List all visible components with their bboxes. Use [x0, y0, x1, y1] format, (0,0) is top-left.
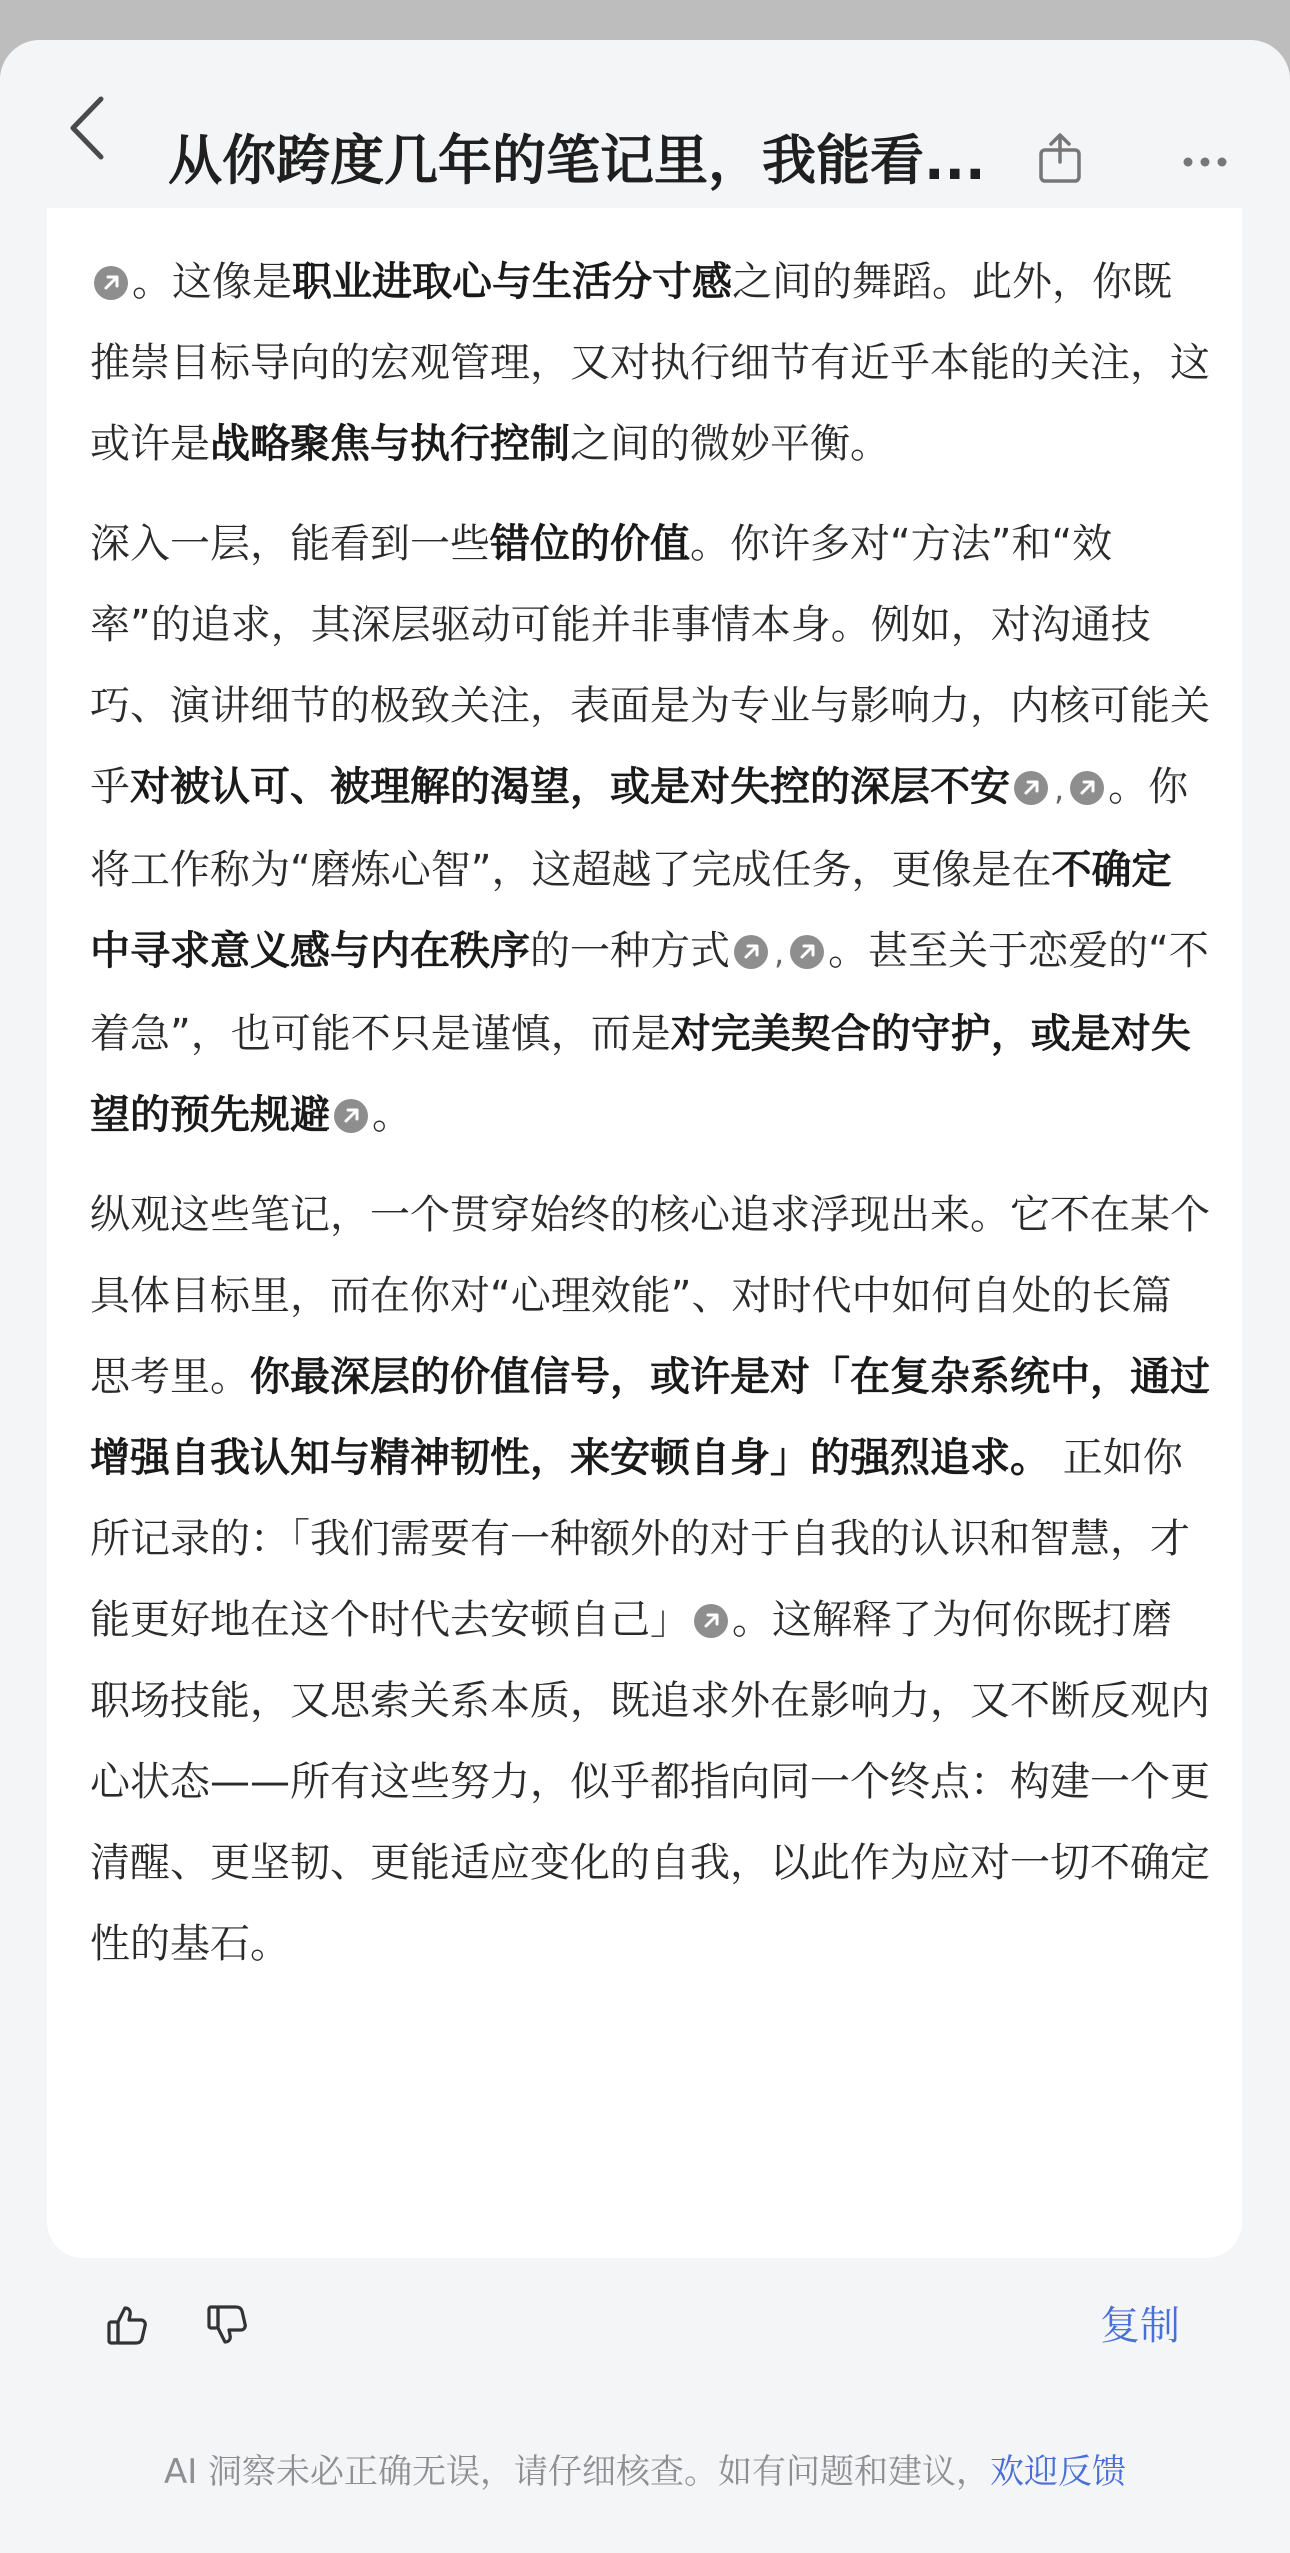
dislike-button[interactable]	[192, 2290, 262, 2360]
back-button[interactable]	[52, 88, 122, 168]
share-icon	[1038, 132, 1082, 184]
insight-content	[90, 242, 1210, 2004]
text-segment: 的一种方式	[530, 928, 730, 974]
reference-link-icon[interactable]	[694, 1604, 728, 1638]
text-segment: 纵观这些笔记，一个贯穿始终的核心追求浮现出来。它不在某个具体目标里，而在你对“心理效能”、对时代中如何自处的长篇思考里。	[90, 1192, 1210, 1400]
text-segment: 。你许多对“方法”和“效率”的追求，其深层驱动可能并非事情本身。例如，对沟通技巧、演讲细节的极致关注，表面是为专业与影响力，内核可能关乎	[90, 521, 1210, 810]
emphasis-text: 对完美契合的守护，或是对失望的预先规避	[90, 1011, 1191, 1138]
emphasis-text: 错位的价值	[490, 521, 690, 567]
emphasis-text: 不确定中寻求意义感与内在秩序	[90, 847, 1172, 974]
text-segment: 。甚至关于恋爱的“不着急”，也可能不只是谨慎，而是	[90, 928, 1209, 1057]
reference-link-icon[interactable]	[734, 935, 768, 969]
quote-text: 正如你所记录的：「我们需要有一种额外的对于自我的认识和智慧，才能更好地在这个时代去安顿自己」	[90, 1435, 1190, 1643]
reference-link-icon[interactable]	[1070, 771, 1104, 805]
emphasis-text: 职业进取心与生活分寸感	[292, 259, 732, 305]
disclaimer-text: AI 洞察未必正确无误，请仔细核查。如有问题和建议，	[163, 2452, 991, 2492]
reference-separator: ,	[774, 934, 785, 972]
reference-link-icon[interactable]	[94, 266, 128, 300]
reference-separator: ,	[1054, 770, 1065, 808]
text-segment: 之间的微妙平衡。	[570, 421, 890, 467]
share-button[interactable]	[1030, 118, 1090, 198]
text-segment: 。	[372, 1092, 412, 1138]
like-button[interactable]	[92, 2290, 162, 2360]
disclaimer	[0, 2444, 1290, 2493]
more-icon	[1182, 156, 1228, 168]
page-title: 从你跨度几年的笔记里，我能看...	[168, 129, 986, 192]
chevron-left-icon	[67, 95, 107, 161]
action-bar	[0, 2290, 1290, 2390]
copy-button[interactable]: 复制	[1100, 2303, 1180, 2349]
emphasis-text: 对被认可、被理解的渴望，或是对失控的深层不安	[130, 764, 1010, 810]
reference-link-icon[interactable]	[1014, 771, 1048, 805]
insight-sheet	[0, 40, 1290, 2553]
text-segment: 。你将工作称为“磨炼心智”，这超越了完成任务，更像是在	[90, 764, 1189, 893]
text-segment: 。这解释了为何你既打磨职场技能，又思索关系本质，既追求外在影响力，又不断反观内心状态——所有这些努力，似乎都指向同一个终点：构建一个更清醒、更坚韧、更能适应变化的自我，以此作为应对一切不确定性的基石。	[90, 1597, 1210, 1967]
emphasis-text: 战略聚焦与执行控制	[210, 421, 570, 467]
feedback-link[interactable]: 欢迎反馈	[990, 2452, 1127, 2492]
top-bar	[0, 40, 1290, 208]
more-button[interactable]	[1170, 132, 1240, 192]
text-segment: 。这像是	[132, 259, 292, 305]
reference-link-icon[interactable]	[790, 935, 824, 969]
thumbs-up-icon	[105, 2303, 149, 2347]
insight-card	[47, 208, 1242, 2258]
paragraph-3	[90, 1175, 1210, 1985]
text-segment: 深入一层，能看到一些	[90, 521, 490, 567]
thumbs-down-icon	[205, 2303, 249, 2347]
paragraph-1	[90, 242, 1210, 485]
text-segment: 之间的舞蹈。此外，你既推崇目标导向的宏观管理，又对执行细节有近乎本能的关注，这或许是	[90, 259, 1210, 467]
reference-link-icon[interactable]	[334, 1099, 368, 1133]
emphasis-text: 你最深层的价值信号，或许是对「在复杂系统中，通过增强自我认知与精神韧性，来安顿自身」的强烈追求。	[90, 1354, 1210, 1481]
paragraph-2	[90, 504, 1210, 1156]
